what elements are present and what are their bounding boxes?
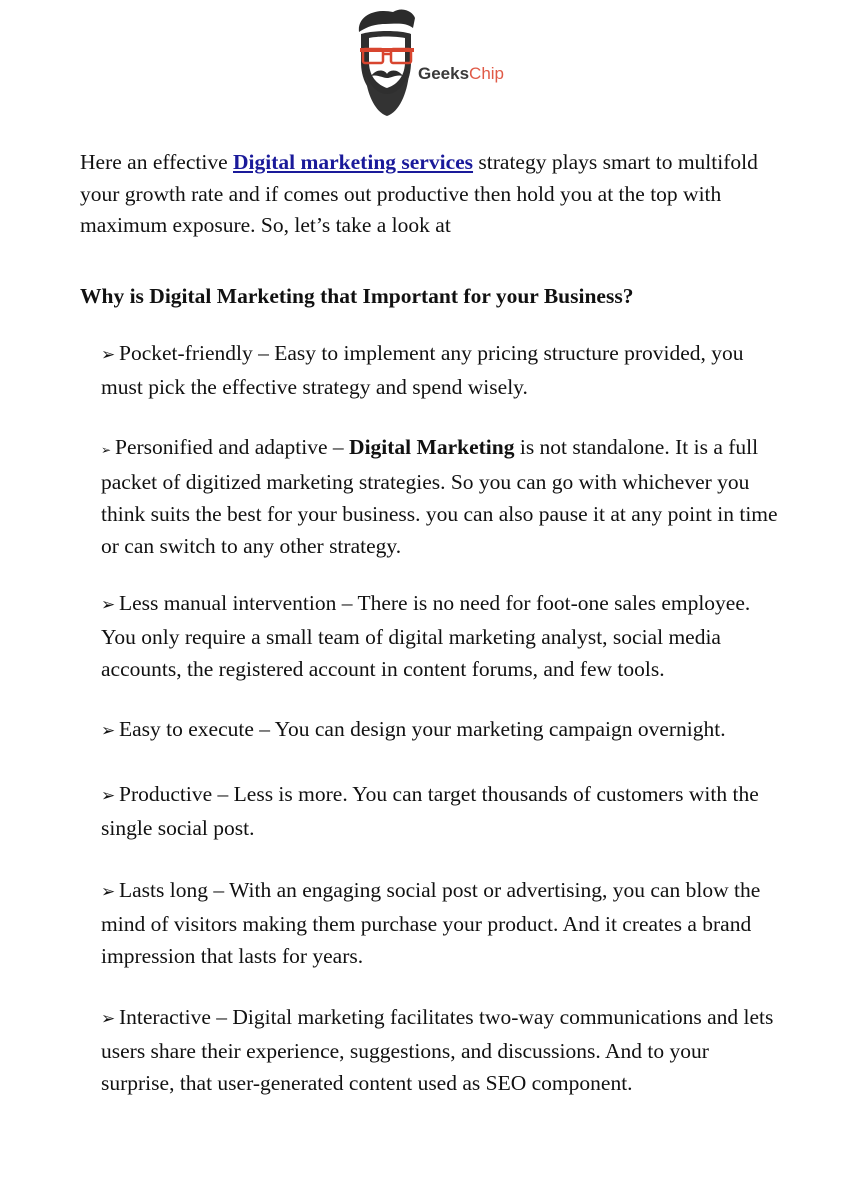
- arrow-bullet-icon: ➢: [101, 345, 116, 365]
- arrow-bullet-icon: ➢: [101, 721, 116, 741]
- list-item-easy-execute: [101, 713, 801, 747]
- list-item-pocket-friendly: [101, 337, 781, 403]
- arrow-bullet-icon: ➢: [101, 443, 112, 457]
- intro-text-end: strategy plays smart to multifold your growth rate and if comes out productive then hold you at the top with maximum exposure. So, let’s take a look at: [80, 150, 758, 237]
- logo-text-part2: Chip: [469, 64, 505, 83]
- arrow-bullet-icon: ➢: [101, 1009, 116, 1029]
- list-item-productive: [101, 778, 781, 844]
- list-item-text: Personified and adaptive –: [115, 435, 350, 459]
- arrow-bullet-icon: ➢: [101, 882, 116, 902]
- list-item-bold-text: Digital Marketing: [349, 435, 515, 459]
- logo-text-part1: Geeks: [418, 64, 470, 83]
- list-item-text: Productive – Less is more. You can target thousands of customers with the single social post.: [101, 782, 759, 840]
- section-heading: Why is Digital Marketing that Important for your Business?: [80, 284, 634, 308]
- list-item-personified: [101, 431, 781, 562]
- arrow-bullet-icon: ➢: [101, 786, 116, 806]
- logo-wordmark: [418, 64, 504, 84]
- digital-marketing-services-link[interactable]: Digital marketing services: [233, 150, 474, 174]
- list-item-text: Pocket-friendly – Easy to implement any pricing structure provided, you must pick the effective strategy and spend wisely.: [101, 341, 744, 399]
- list-item-interactive: [101, 1001, 781, 1099]
- geekschip-logo: [345, 2, 520, 132]
- list-item-text: Easy to execute – You can design your marketing campaign overnight.: [119, 717, 726, 741]
- list-item-lasts-long: [101, 874, 781, 972]
- list-item-less-manual: [101, 587, 781, 685]
- list-item-text: Interactive – Digital marketing facilitates two-way communications and lets users share their experience, suggestions, and discussions. And to your surprise, that user-generated content used as SEO component.: [101, 1005, 774, 1095]
- list-item-text: Lasts long – With an engaging social post or advertising, you can blow the mind of visitors making them purchase your product. And it creates a brand impression that lasts for years.: [101, 878, 761, 968]
- list-item-text: Less manual intervention – There is no need for foot-one sales employee. You only require a small team of digital marketing analyst, social media accounts, the registered account in content forums, and few tools.: [101, 591, 751, 681]
- list-item-text: is not standalone. It is a full packet of digitized marketing strategies. So you can go with whichever you think suits the best for your business. you can also pause it at any point in time or can switch to any other strategy.: [101, 435, 778, 558]
- intro-paragraph: [80, 147, 770, 242]
- arrow-bullet-icon: ➢: [101, 595, 116, 615]
- intro-text-start: Here an effective: [80, 150, 233, 174]
